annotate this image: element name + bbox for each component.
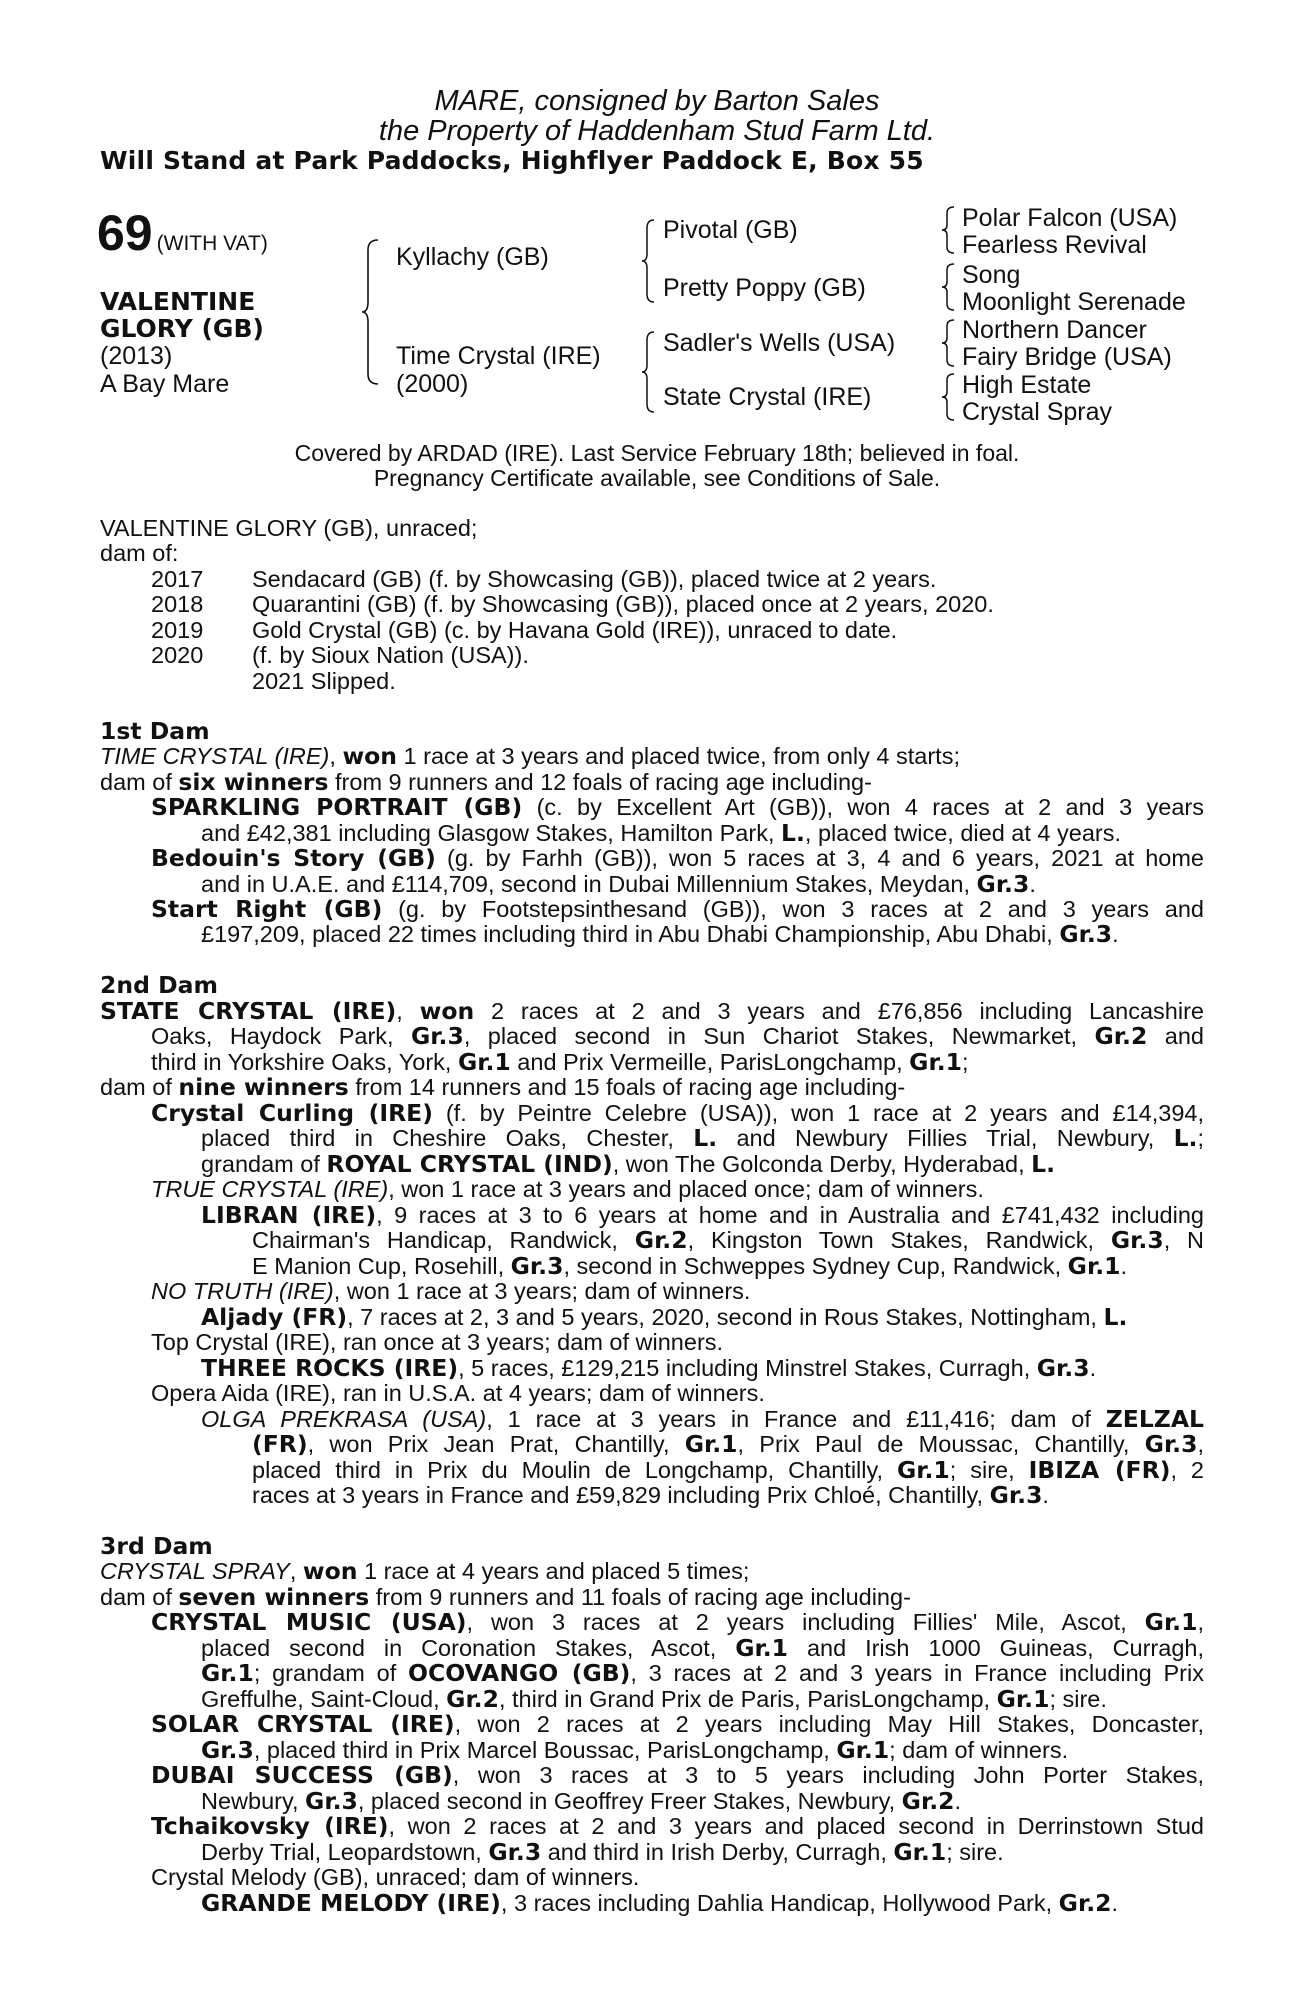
pedigree-brace-dam: [640, 330, 662, 414]
grade-label: Gr.1: [1067, 1252, 1121, 1280]
race-text: 2 races at 2 and 3 years and £76,856 including Lancashire: [474, 998, 1204, 1024]
progeny-text: , Kingston Town Stakes, Randwick,: [687, 1227, 1111, 1253]
progeny-text: Greffulhe, Saint-Cloud,: [201, 1686, 447, 1712]
progeny-text: , won 3 races at 3 to 5 years including John Porter Stakes,: [452, 1762, 1204, 1788]
produce-entry: Quarantini (GB) (f. by Showcasing (GB)), placed once at 2 years, 2020.: [252, 591, 994, 617]
pedigree-dam-year: (2000): [396, 370, 469, 398]
progeny-text: ,: [1197, 1609, 1204, 1635]
progeny-entry: [151, 1101, 1204, 1127]
pedigree-brace-gen1: [360, 238, 390, 386]
progeny-entry-cont: [201, 821, 1121, 847]
winners-count: six winners: [178, 768, 329, 796]
second-dam-heading: 2nd Dam: [100, 971, 218, 999]
progeny-name: Aljady (FR): [201, 1303, 348, 1331]
dam-of-label: dam of: [100, 1584, 179, 1610]
progeny-entry: Opera Aida (IRE), ran in U.S.A. at 4 years; dam of winners.: [151, 1380, 765, 1406]
progeny-name: Crystal Curling (IRE): [151, 1099, 433, 1127]
grade-label: Gr.1: [896, 1456, 950, 1484]
grade-label: Gr.1: [457, 1048, 511, 1076]
progeny-entry: Crystal Melody (GB), unraced; dam of winners.: [151, 1864, 640, 1890]
progeny-entry: [201, 1407, 1204, 1433]
progeny-entry-cont: Newbury, Gr.3, placed second in Geoffrey Freer Stakes, Newbury, Gr.2.: [201, 1787, 962, 1815]
grade-label: Gr.3: [989, 1481, 1043, 1509]
progeny-text: Chairman's Handicap, Randwick,: [252, 1227, 635, 1253]
third-dam-heading: 3rd Dam: [100, 1532, 213, 1560]
progeny-text: , placed third in Prix Marcel Boussac, ParisLongchamp,: [253, 1737, 837, 1763]
produce-slipped: 2021 Slipped.: [252, 668, 396, 694]
lot-vat: (WITH VAT): [156, 232, 268, 255]
progeny-entry-cont: [252, 1458, 1204, 1484]
progeny-name: ZELZAL: [1105, 1405, 1205, 1433]
progeny-text: Derby Trial, Leopardstown,: [201, 1839, 489, 1865]
progeny-entry-cont: £197,209, placed 22 times including third in Abu Dhabi Championship, Abu Dhabi, Gr.3.: [201, 920, 1119, 948]
second-dam-summary-cont: [151, 1050, 969, 1076]
progeny-text: ,: [1197, 1431, 1204, 1457]
grade-label: Gr.3: [1110, 1226, 1164, 1254]
progeny-entry: GRANDE MELODY (IRE), 3 races including Dahlia Handicap, Hollywood Park, Gr.2.: [201, 1889, 1119, 1917]
progeny-text: races at 3 years in France and £59,829 including Prix Chloé, Chantilly,: [252, 1482, 990, 1508]
produce-entry: (f. by Sioux Nation (USA)).: [252, 642, 529, 668]
progeny-entry-cont: [201, 1126, 1204, 1152]
progeny-entry-cont: [201, 1738, 1068, 1764]
grade-label: L.: [781, 819, 805, 847]
header-consignor: MARE, consigned by Barton Sales: [434, 85, 880, 117]
progeny-text: , 3 races at 2 and 3 years in France including Prix: [630, 1660, 1204, 1686]
progeny-name: DUBAI SUCCESS (GB): [151, 1761, 453, 1789]
progeny-text: , N: [1163, 1227, 1205, 1253]
second-dam-produce: [100, 1075, 905, 1101]
second-dam-summary-cont: [151, 1024, 1204, 1050]
header-location: Will Stand at Park Paddocks, Highflyer Paddock E, Box 55: [100, 146, 924, 175]
progeny-entry-cont: [252, 1432, 1204, 1458]
grade-label: L.: [1173, 1124, 1198, 1152]
progeny-entry-cont: races at 3 years in France and £59,829 including Prix Chloé, Chantilly, Gr.3.: [252, 1481, 1049, 1509]
progeny-entry: [151, 1712, 1204, 1738]
progeny-text: ; sire,: [949, 1457, 1029, 1483]
progeny-text: , won 3 races at 2 years including Fillies' Mile, Ascot,: [466, 1609, 1145, 1635]
progeny-entry: THREE ROCKS (IRE), 5 races, £129,215 including Minstrel Stakes, Curragh, Gr.3.: [201, 1354, 1097, 1382]
progeny-entry-cont: [252, 1228, 1204, 1254]
race-text: and: [1147, 1023, 1204, 1049]
grade-label: Gr.1: [836, 1736, 890, 1764]
grade-label: Gr.3: [411, 1022, 464, 1050]
won-label: won: [342, 742, 398, 770]
header-property: the Property of Haddenham Stud Farm Ltd.: [378, 115, 936, 147]
progeny-entry: [151, 1814, 1204, 1840]
progeny-text: , Prix Paul de Moussac, Chantilly,: [737, 1431, 1145, 1457]
progeny-text: (f. by Peintre Celebre (USA)), won 1 race at 2 years and £14,394,: [432, 1100, 1204, 1126]
produce-year: 2018: [151, 591, 204, 617]
pedigree-brace-g3a: [940, 205, 960, 255]
pedigree-g3-5: Northern Dancer: [962, 316, 1147, 344]
progeny-text: placed third in Prix du Moulin de Longchamp, Chantilly,: [252, 1457, 897, 1483]
third-dam-name: CRYSTAL SPRAY: [100, 1558, 290, 1584]
won-label: won: [419, 997, 475, 1025]
second-dam-summary: STATE CRYSTAL (IRE), won 2 races at 2 and 3 years and £76,856 including Lancashire: [100, 997, 1204, 1025]
progeny-text: , second in Schweppes Sydney Cup, Randwick,: [563, 1253, 1068, 1279]
race-text: ;: [961, 1049, 969, 1075]
first-dam-produce: [100, 770, 872, 796]
progeny-entry-cont: [201, 1840, 1004, 1866]
progeny-name: SPARKLING PORTRAIT (GB): [151, 793, 523, 821]
pedigree-sire-sire: Pivotal (GB): [663, 216, 798, 244]
progeny-text: placed second in Coronation Stakes, Ascot,: [201, 1635, 736, 1661]
progeny-text: £197,209, placed 22 times including third in Abu Dhabi Championship, Abu Dhabi,: [201, 921, 1060, 947]
winners-text: from 9 runners and 11 foals of racing age including-: [369, 1584, 911, 1610]
pedigree-g3-2: Fearless Revival: [962, 231, 1147, 259]
dam-of-label: dam of: [100, 1074, 179, 1100]
progeny-text: ;: [1197, 1125, 1205, 1151]
race-text: third in Yorkshire Oaks, York,: [151, 1049, 458, 1075]
progeny-entry: [201, 1305, 1127, 1331]
progeny-name: THREE ROCKS (IRE): [201, 1354, 459, 1382]
first-dam-summary: TIME CRYSTAL (IRE), won 1 race at 3 years and placed twice, from only 4 starts;: [100, 742, 960, 770]
first-dam-heading: 1st Dam: [100, 717, 210, 745]
grade-label: Gr.3: [201, 1736, 254, 1764]
grade-label: Gr.1: [1144, 1608, 1198, 1636]
progeny-text: , won Prix Jean Prat, Chantilly,: [307, 1431, 685, 1457]
covered-line1: Covered by ARDAD (IRE). Last Service February 18th; believed in foal.: [294, 440, 1020, 466]
pedigree-brace-sire: [640, 218, 662, 304]
progeny-text: and Irish 1000 Guineas, Curragh,: [788, 1635, 1204, 1661]
progeny-entry-cont: [201, 1636, 1204, 1662]
won-label: won: [302, 1557, 358, 1585]
grade-label: Gr.2: [1058, 1889, 1112, 1917]
pedigree-g3-6: Fairy Bridge (USA): [962, 343, 1172, 371]
grade-label: Gr.2: [1094, 1022, 1148, 1050]
progeny-name: Start Right (GB): [151, 895, 383, 923]
grade-label: Gr.1: [201, 1659, 254, 1687]
progeny-text: ; sire.: [1049, 1686, 1107, 1712]
pedigree-brace-g3b: [940, 262, 960, 312]
progeny-entry: [151, 1610, 1204, 1636]
covered-line2: Pregnancy Certificate available, see Conditions of Sale.: [373, 465, 941, 491]
progeny-text: , 7 races at 2, 3 and 5 years, 2020, second in Rous Stakes, Nottingham,: [347, 1304, 1104, 1330]
progeny-text: (g. by Farhh (GB)), won 5 races at 3, 4 and 6 years, 2021 at home: [435, 845, 1204, 871]
grade-label: Gr.2: [901, 1787, 955, 1815]
progeny-text: and £42,381 including Glasgow Stakes, Hamilton Park,: [201, 820, 781, 846]
progeny-entry: [151, 1177, 984, 1203]
race-text: Oaks, Haydock Park,: [151, 1023, 411, 1049]
third-dam-summary: CRYSTAL SPRAY, won 1 race at 4 years and placed 5 times;: [100, 1557, 750, 1585]
progeny-name: OLGA PREKRASA (USA): [201, 1406, 487, 1432]
grade-label: Gr.3: [488, 1838, 542, 1866]
progeny-text: and third in Irish Derby, Curragh,: [541, 1839, 894, 1865]
race-text: and Prix Vermeille, ParisLongchamp,: [510, 1049, 910, 1075]
winners-count: seven winners: [178, 1583, 370, 1611]
progeny-text: , 3 races including Dahlia Handicap, Hollywood Park,: [500, 1890, 1059, 1916]
progeny-name: OCOVANGO (GB): [408, 1659, 631, 1687]
grade-label: Gr.1: [909, 1048, 962, 1076]
third-dam-produce: [100, 1585, 911, 1611]
progeny-text: , won 2 races at 2 years including May Hill Stakes, Doncaster,: [454, 1711, 1205, 1737]
progeny-text: , placed second in Geoffrey Freer Stakes, Newbury,: [357, 1788, 902, 1814]
progeny-text: , third in Grand Prix de Paris, ParisLongchamp,: [498, 1686, 997, 1712]
progeny-text: ; sire.: [946, 1839, 1004, 1865]
grade-label: Gr.3: [1059, 920, 1113, 948]
progeny-name: IBIZA (FR): [1028, 1456, 1171, 1484]
progeny-name: SOLAR CRYSTAL (IRE): [151, 1710, 455, 1738]
produce-entry: Gold Crystal (GB) (c. by Havana Gold (IRE)), unraced to date.: [252, 617, 898, 643]
pedigree-dam: Time Crystal (IRE): [396, 342, 601, 370]
pedigree-sire: Kyllachy (GB): [396, 243, 549, 271]
progeny-text: E Manion Cup, Rosehill,: [252, 1253, 511, 1279]
grade-label: L.: [1103, 1303, 1128, 1331]
progeny-text: (c. by Excellent Art (GB)), won 4 races at 2 and 3 years: [522, 794, 1205, 820]
first-dam-name: TIME CRYSTAL (IRE): [100, 743, 330, 769]
progeny-text: placed third in Cheshire Oaks, Chester,: [201, 1125, 694, 1151]
dam-of-label: dam of: [100, 769, 179, 795]
produce-year: 2019: [151, 617, 204, 643]
progeny-text: and in U.A.E. and £114,709, second in Dubai Millennium Stakes, Meydan,: [201, 871, 977, 897]
winners-count: nine winners: [178, 1073, 349, 1101]
pedigree-brace-g3c: [940, 318, 960, 368]
grade-label: Gr.3: [1036, 1354, 1090, 1382]
progeny-text: , won The Golconda Derby, Hyderabad,: [612, 1151, 1032, 1177]
second-dam-name: STATE CRYSTAL (IRE): [100, 997, 397, 1025]
progeny-text: , won 2 races at 2 and 3 years and placed second in Derrinstown Stud: [388, 1813, 1205, 1839]
pedigree-sire-dam: Pretty Poppy (GB): [663, 274, 866, 302]
progeny-name: (FR): [252, 1430, 308, 1458]
horse-year: (2013): [100, 342, 173, 370]
progeny-text: , 5 races, £129,215 including Minstrel Stakes, Curragh,: [458, 1355, 1037, 1381]
grade-label: Gr.3: [976, 870, 1030, 898]
winners-text: from 9 runners and 12 foals of racing age including-: [328, 769, 872, 795]
produce-dam-of: dam of:: [100, 540, 179, 566]
grade-label: Gr.1: [735, 1634, 789, 1662]
lot-number: 69: [97, 205, 153, 261]
progeny-entry: Top Crystal (IRE), ran once at 3 years; dam of winners.: [151, 1329, 724, 1355]
grade-label: Gr.2: [446, 1685, 499, 1713]
progeny-name: NO TRUTH (IRE): [151, 1278, 334, 1304]
progeny-name: ROYAL CRYSTAL (IND): [326, 1150, 613, 1178]
progeny-text: , 9 races at 3 to 6 years at home and in Australia and £741,432 including: [376, 1202, 1204, 1228]
pedigree-g3-3: Song: [962, 261, 1021, 289]
grade-label: Gr.3: [510, 1252, 564, 1280]
pedigree-g3-8: Crystal Spray: [962, 398, 1113, 426]
progeny-entry: [151, 795, 1204, 821]
progeny-name: Bedouin's Story (GB): [151, 844, 436, 872]
pedigree-brace-g3d: [940, 372, 960, 422]
progeny-text: ; grandam of: [253, 1660, 408, 1686]
progeny-entry: [151, 1763, 1204, 1789]
horse-name-line2: GLORY (GB): [100, 314, 264, 343]
progeny-text: (g. by Footstepsinthesand (GB)), won 3 races at 2 and 3 years and: [382, 896, 1204, 922]
produce-year: 2017: [151, 566, 204, 592]
pedigree-g3-1: Polar Falcon (USA): [962, 204, 1178, 232]
progeny-name: CRYSTAL MUSIC (USA): [151, 1608, 467, 1636]
pedigree-dam-sire: Sadler's Wells (USA): [663, 329, 896, 357]
progeny-entry: [151, 1279, 750, 1305]
horse-description: A Bay Mare: [100, 370, 230, 398]
progeny-text: ; dam of winners.: [889, 1737, 1069, 1763]
progeny-entry-cont: [201, 1152, 1055, 1178]
grade-label: Gr.2: [634, 1226, 688, 1254]
progeny-text: , 2: [1170, 1457, 1204, 1483]
pedigree-g3-4: Moonlight Serenade: [962, 288, 1186, 316]
progeny-entry: [201, 1203, 1204, 1229]
progeny-text: and Newbury Fillies Trial, Newbury,: [717, 1125, 1174, 1151]
progeny-text: , won 1 race at 3 years; dam of winners.: [333, 1278, 751, 1304]
progeny-name: TRUE CRYSTAL (IRE): [151, 1176, 389, 1202]
produce-intro: VALENTINE GLORY (GB), unraced;: [100, 515, 478, 541]
progeny-entry-cont: and in U.A.E. and £114,709, second in Dubai Millennium Stakes, Meydan, Gr.3.: [201, 870, 1036, 898]
progeny-text: , won 1 race at 3 years and placed once; dam of winners.: [388, 1176, 984, 1202]
lot-number-block: [97, 204, 268, 262]
grade-label: L.: [693, 1124, 718, 1152]
first-dam-race-text: 1 race at 3 years and placed twice, from only 4 starts;: [397, 743, 960, 769]
grade-label: Gr.3: [305, 1787, 358, 1815]
winners-text: from 14 runners and 15 foals of racing age including-: [348, 1074, 906, 1100]
grade-label: L.: [1031, 1150, 1056, 1178]
horse-name-line1: VALENTINE: [100, 287, 256, 316]
pedigree-g3-7: High Estate: [962, 371, 1092, 399]
progeny-name: LIBRAN (IRE): [201, 1201, 377, 1229]
race-text: 1 race at 4 years and placed 5 times;: [357, 1558, 750, 1584]
produce-entry: Sendacard (GB) (f. by Showcasing (GB)), placed twice at 2 years.: [252, 566, 937, 592]
grade-label: Gr.1: [684, 1430, 738, 1458]
race-text: , placed second in Sun Chariot Stakes, Newmarket,: [463, 1023, 1095, 1049]
progeny-text: grandam of: [201, 1151, 327, 1177]
progeny-entry-cont: E Manion Cup, Rosehill, Gr.3, second in Schweppes Sydney Cup, Randwick, Gr.1.: [252, 1252, 1128, 1280]
progeny-text: Newbury,: [201, 1788, 306, 1814]
grade-label: Gr.3: [1144, 1430, 1198, 1458]
progeny-entry-cont: [201, 1687, 1107, 1713]
progeny-entry: [151, 846, 1204, 872]
pedigree-dam-dam: State Crystal (IRE): [663, 383, 872, 411]
produce-year: 2020: [151, 642, 204, 668]
progeny-name: Tchaikovsky (IRE): [151, 1812, 389, 1840]
progeny-text: , placed twice, died at 4 years.: [804, 820, 1122, 846]
progeny-entry: [151, 897, 1204, 923]
progeny-text: , 1 race at 3 years in France and £11,416; dam of: [486, 1406, 1106, 1432]
progeny-entry-cont: [201, 1661, 1204, 1687]
grade-label: Gr.1: [996, 1685, 1050, 1713]
progeny-name: GRANDE MELODY (IRE): [201, 1889, 501, 1917]
grade-label: Gr.1: [893, 1838, 947, 1866]
